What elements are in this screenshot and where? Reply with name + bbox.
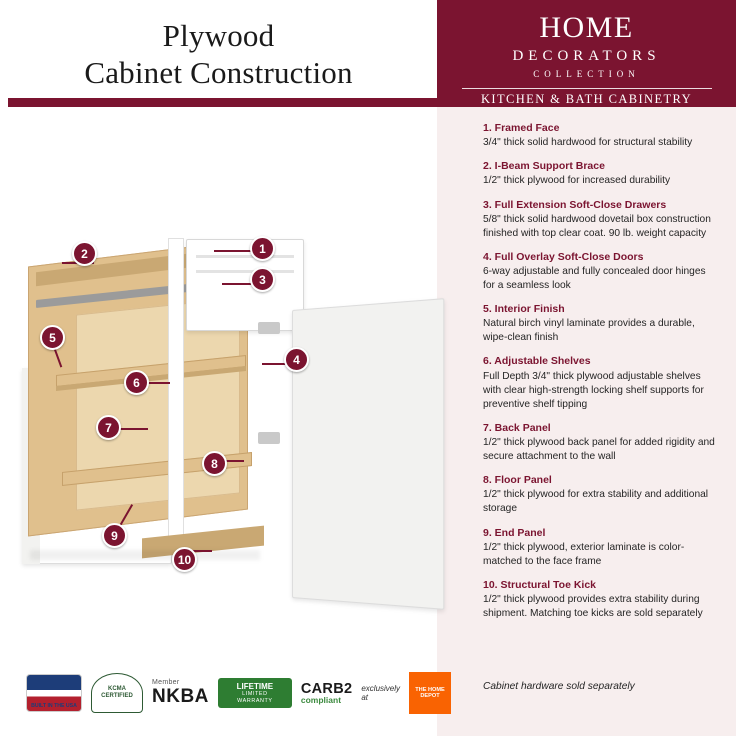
drawer-front-detail-2 [196,270,294,273]
footnote: Cabinet hardware sold separately [483,681,635,692]
feature-desc-1: 3/4" thick solid hardwood for structural stability [483,137,693,149]
lifetime-sub: LIMITED WARRANTY [237,691,273,704]
page-title [0,0,437,110]
logo-carb2 [301,682,352,705]
feature-desc-10: 1/2" thick plywood provides extra stability during shipment. Matching toe kicks are sold separately [483,594,703,620]
feature-title-6: 6. Adjustable Shelves [483,355,591,368]
brand-tagline: KITCHEN & BATH CABINETRY [480,92,693,106]
feature-item-6 [483,354,720,411]
callout-9[interactable]: 9 [102,523,127,548]
feature-title-7: 7. Back Panel [483,421,551,434]
feature-item-8 [483,473,720,516]
callout-2[interactable]: 2 [72,241,97,266]
door-hinge-top [258,322,280,334]
feature-title-4: 4. Full Overlay Soft-Close Doors [483,250,644,263]
feature-title-2: 2. I-Beam Support Brace [483,160,605,173]
feature-title-9: 9. End Panel [483,526,546,539]
feature-title-8: 8. Floor Panel [483,474,552,487]
logo-built-in-usa [26,674,82,712]
kcma-line2: CERTIFIED [101,693,133,699]
brand-header [437,0,736,107]
title-divider [8,98,437,107]
exclusively-at-label: exclusively at [361,684,401,702]
callout-1[interactable]: 1 [250,236,275,261]
brand-collection: COLLECTION [533,69,640,79]
certification-logos [0,650,445,736]
soft-close-drawer [186,239,304,331]
brand-subtitle: DECORATORS [512,47,661,64]
feature-desc-9: 1/2" thick plywood, exterior laminate is color-matched to the face frame [483,541,685,567]
callout-5[interactable]: 5 [40,325,65,350]
feature-item-2 [483,159,720,188]
nkba-name: NKBA [152,685,209,707]
feature-item-7 [483,421,720,464]
drawer-front-detail [196,255,294,258]
feature-desc-3: 5/8" thick solid hardwood dovetail box construction finished with top clear coat. 90 lb. weight capacity [483,213,711,239]
cabinet-illustration [0,110,437,650]
brand-separator [462,88,712,89]
feature-desc-5: Natural birch vinyl laminate provides a durable, wipe-clean finish [483,318,695,344]
title-line-1: Plywood [162,18,275,54]
callout-6[interactable]: 6 [124,370,149,395]
feature-item-1 [483,121,720,150]
feature-desc-7: 1/2" thick plywood back panel for added rigidity and secure attachment to the wall [483,437,715,463]
carb-sub: compliant [300,695,342,705]
feature-title-3: 3. Full Extension Soft-Close Drawers [483,198,667,211]
logo-usa-text: BUILT IN THE USA [31,703,77,709]
logo-kcma [91,673,143,713]
feature-item-4 [483,250,720,293]
callout-10[interactable]: 10 [172,547,197,572]
feature-title-10: 10. Structural Toe Kick [483,578,597,591]
feature-title-1: 1. Framed Face [483,122,560,134]
title-line-2: Cabinet Construction [84,55,353,90]
callout-7[interactable]: 7 [96,415,121,440]
feature-item-9 [483,526,720,569]
callout-8[interactable]: 8 [202,451,227,476]
base-shadow [30,550,260,560]
feature-list [437,107,736,736]
full-overlay-door [292,298,444,610]
callout-3[interactable]: 3 [250,267,275,292]
feature-title-5: 5. Interior Finish [483,303,565,316]
feature-item-10 [483,578,720,621]
feature-desc-2: 1/2" thick plywood for increased durability [483,175,671,187]
logo-nkba [152,679,209,708]
home-depot-text: THE HOME DEPOT [409,672,451,714]
logo-home-depot [409,672,451,714]
nkba-member-label: Member [152,678,180,686]
carb-main: CARB2 [300,680,353,697]
brand-name: HOME [539,11,634,44]
feature-desc-6: Full Depth 3/4" thick plywood adjustable shelves with clear high-strength locking shelf supports for preventive shelf tipping [483,370,704,410]
callout-4[interactable]: 4 [284,347,309,372]
framed-face-stile [168,238,184,538]
lifetime-top: LIFETIME [236,682,274,692]
feature-item-5 [483,302,720,345]
feature-desc-4: 6-way adjustable and fully concealed door hinges for a seamless look [483,266,706,292]
logo-lifetime-warranty [218,678,292,708]
door-hinge-bottom [258,432,280,444]
feature-item-3 [483,198,720,241]
kcma-line1: KCMA [107,685,126,692]
feature-desc-8: 1/2" thick plywood for extra stability and additional storage [483,489,709,515]
